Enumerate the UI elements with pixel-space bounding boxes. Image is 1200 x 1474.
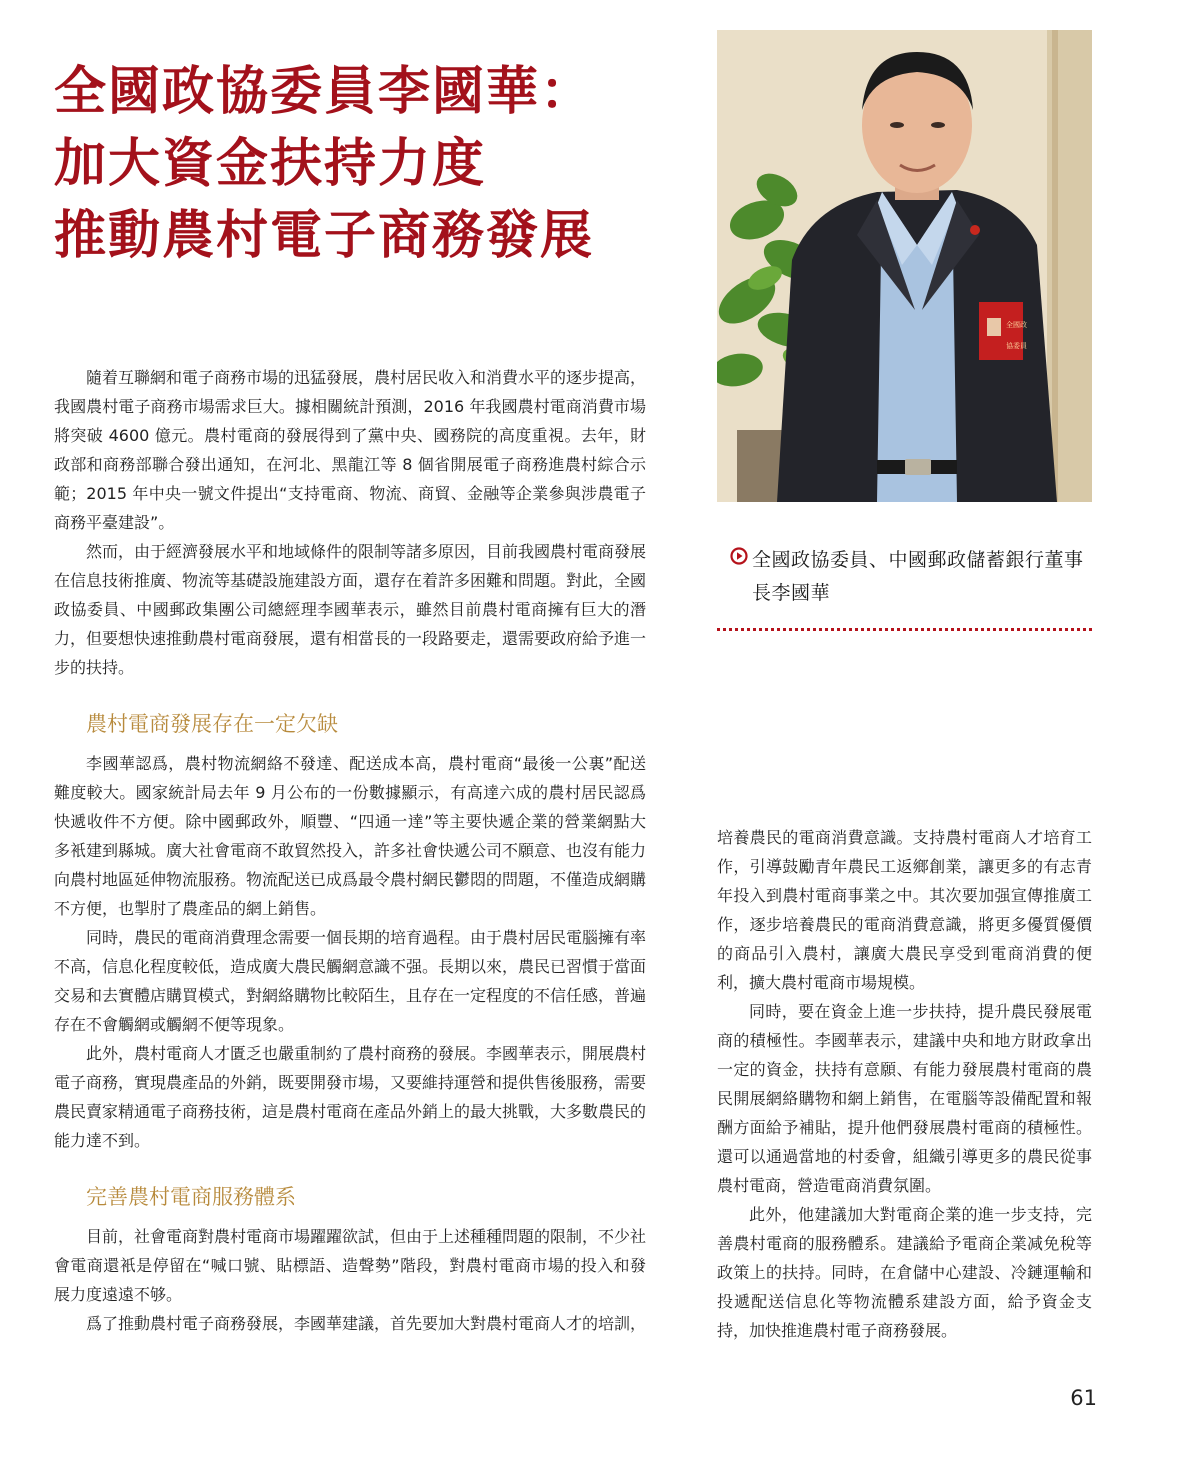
- title-line-3: 推動農村電子商務發展: [54, 206, 595, 266]
- page-number: 61: [1070, 1386, 1097, 1410]
- article-title: [54, 56, 714, 272]
- paragraph: 隨着互聯網和電子商務市場的迅猛發展，農村居民收入和消費水平的逐步提高，我國農村電子商務市場需求巨大。據相關統計預測，2016 年我國農村電商消費市場將突破 4600 億元。農村電商的發展得到了黨中央、國務院的高度重視。去年，財政部和商務部聯合發出通知，在河北、黑龍江等 8 個省開展電子商務進農村綜合示範；2015 年中央一號文件提出“支持電商、物流、商貿、金融等企業參與涉農電子商務平臺建設”。: [54, 368, 647, 532]
- title-line-1: 全國政協委員李國華：: [54, 62, 595, 122]
- paragraph-continued: 培養農民的電商消費意識。支持農村電商人才培育工作，引導鼓勵青年農民工返鄉創業，讓更多的有志青年投入到農村電商事業之中。其次要加强宣傳推廣工作，逐步培養農民的電商消費意識，將更多優質優價的商品引入農村，讓廣大農民享受到電商消費的便利，擴大農村電商市場規模。: [717, 828, 1092, 992]
- title-line-2: 加大資金扶持力度: [54, 134, 487, 194]
- section-heading-shortcomings: 農村電商發展存在一定欠缺: [86, 712, 338, 736]
- caption-divider: [717, 628, 1092, 631]
- paragraph: 李國華認爲，農村物流網絡不發達、配送成本高，農村電商“最後一公裏”配送難度較大。國家統計局去年 9 月公布的一份數據顯示，有高達六成的農村居民認爲快遞收件不方便。除中國郵政外，順豐、“四通一達”等主要快遞企業的營業網點大多衹建到縣城。廣大社會電商不敢貿然投入，許多社會快遞公司不願意、也沒有能力向農村地區延伸物流服務。物流配送已成爲最令農村網民鬱悶的問題，不僅造成網購不方便，也掣肘了農產品的網上銷售。: [54, 754, 647, 918]
- left-column: [54, 363, 646, 1338]
- right-column: [717, 823, 1092, 1345]
- paragraph: 同時，要在資金上進一步扶持，提升農民發展電商的積極性。李國華表示，建議中央和地方財政拿出一定的資金，扶持有意願、有能力發展農村電商的農民開展網絡購物和網上銷售，在電腦等設備配置和報酬方面給予補貼，提升他們發展農村電商的積極性。還可以通過當地的村委會，組織引導更多的農民從事農村電商，營造電商消費氛圍。: [717, 1002, 1092, 1195]
- paragraph: 同時，農民的電商消費理念需要一個長期的培育過程。由于農村居民電腦擁有率不高，信息化程度較低，造成廣大農民觸網意識不强。長期以來，農民已習慣于當面交易和去實體店購買模式，對網絡購物比較陌生，且存在一定程度的不信任感，普遍存在不會觸網或觸網不便等現象。: [54, 928, 647, 1034]
- caption-line-1: 全國政協委員、中國郵政儲蓄銀行董事: [752, 549, 1084, 571]
- paragraph: 目前，社會電商對農村電商市場躍躍欲試，但由于上述種種問題的限制，不少社會電商還衹是停留在“喊口號、貼標語、造聲勢”階段，對農村電商市場的投入和發展力度遠遠不够。: [54, 1227, 647, 1304]
- badge-text-2: 協委員: [1006, 342, 1027, 350]
- paragraph: 此外，他建議加大對電商企業的進一步支持，完善農村電商的服務體系。建議給予電商企業减免稅等政策上的扶持。同時，在倉儲中心建設、冷鏈運輸和投遞配送信息化等物流體系建設方面，給予資金支持，加快推進農村電子商務發展。: [717, 1205, 1092, 1340]
- paragraph: 然而，由于經濟發展水平和地域條件的限制等諸多原因，目前我國農村電商發展在信息技術推廣、物流等基礎設施建設方面，還存在着許多困難和問題。對此，全國政協委員、中國郵政集團公司總經理李國華表示，雖然目前農村電商擁有巨大的潛力，但要想快速推動農村電商發展，還有相當長的一段路要走，還需要政府給予進一步的扶持。: [54, 542, 647, 677]
- caption-line-2: 長李國華: [752, 582, 831, 604]
- play-circle-icon: [730, 547, 748, 565]
- delegate-badge: [979, 302, 1027, 360]
- portrait-photo: [717, 30, 1092, 502]
- section-heading-service-system: 完善農村電商服務體系: [86, 1185, 296, 1209]
- badge-text-1: 全國政: [1006, 321, 1027, 329]
- paragraph: 爲了推動農村電子商務發展，李國華建議，首先要加大對農村電商人才的培訓，: [86, 1314, 647, 1333]
- paragraph: 此外，農村電商人才匱乏也嚴重制約了農村商務的發展。李國華表示，開展農村電子商務，實現農產品的外銷，既要開發市場，又要維持運營和提供售後服務，需要農民賣家精通電子商務技術，這是農村電商在產品外銷上的最大挑戰，大多數農民的能力達不到。: [54, 1044, 647, 1150]
